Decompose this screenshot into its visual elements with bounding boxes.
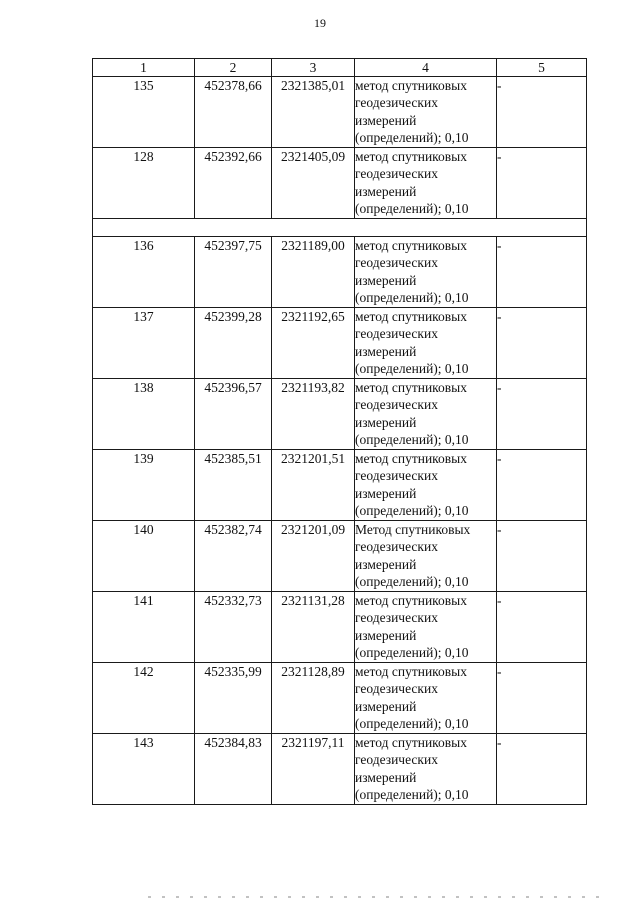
coordinate-y: 2321405,09 xyxy=(272,148,355,219)
note: - xyxy=(497,592,587,663)
note: - xyxy=(497,77,587,148)
coordinate-x: 452332,73 xyxy=(195,592,272,663)
point-number: 137 xyxy=(93,308,195,379)
header-col-2: 2 xyxy=(195,59,272,77)
coordinate-y: 2321385,01 xyxy=(272,77,355,148)
coordinate-x: 452378,66 xyxy=(195,77,272,148)
header-col-5: 5 xyxy=(497,59,587,77)
method-accuracy: метод спутниковых геодезических измерений (определений); 0,10 xyxy=(355,379,497,450)
table-row xyxy=(93,663,587,734)
method-accuracy: метод спутниковых геодезических измерений (определений); 0,10 xyxy=(355,663,497,734)
point-number: 141 xyxy=(93,592,195,663)
note: - xyxy=(497,663,587,734)
table-row xyxy=(93,308,587,379)
coordinate-y: 2321128,89 xyxy=(272,663,355,734)
coordinate-y: 2321201,51 xyxy=(272,450,355,521)
coordinate-x: 452399,28 xyxy=(195,308,272,379)
method-accuracy: метод спутниковых геодезических измерений (определений); 0,10 xyxy=(355,77,497,148)
point-number: 138 xyxy=(93,379,195,450)
method-accuracy: Метод спутниковых геодезических измерений (определений); 0,10 xyxy=(355,521,497,592)
header-row xyxy=(93,59,587,77)
note: - xyxy=(497,148,587,219)
separator-cell xyxy=(93,219,587,237)
coordinate-x: 452384,83 xyxy=(195,734,272,805)
table-row xyxy=(93,379,587,450)
point-number: 136 xyxy=(93,237,195,308)
coordinate-y: 2321197,11 xyxy=(272,734,355,805)
method-accuracy: метод спутниковых геодезических измерений (определений); 0,10 xyxy=(355,237,497,308)
note: - xyxy=(497,308,587,379)
scan-artifact xyxy=(148,896,608,898)
header-col-1: 1 xyxy=(93,59,195,77)
coordinate-x: 452397,75 xyxy=(195,237,272,308)
table-row xyxy=(93,592,587,663)
header-col-3: 3 xyxy=(272,59,355,77)
point-number: 143 xyxy=(93,734,195,805)
coordinates-table xyxy=(92,58,587,805)
note: - xyxy=(497,521,587,592)
header-col-4: 4 xyxy=(355,59,497,77)
separator-row xyxy=(93,219,587,237)
coordinate-y: 2321201,09 xyxy=(272,521,355,592)
point-number: 139 xyxy=(93,450,195,521)
coordinate-x: 452396,57 xyxy=(195,379,272,450)
note: - xyxy=(497,379,587,450)
coordinate-x: 452392,66 xyxy=(195,148,272,219)
coordinate-y: 2321189,00 xyxy=(272,237,355,308)
note: - xyxy=(497,450,587,521)
table-row xyxy=(93,237,587,308)
table-row xyxy=(93,450,587,521)
table-row xyxy=(93,734,587,805)
page-number: 19 xyxy=(314,16,326,30)
note: - xyxy=(497,734,587,805)
coordinate-x: 452385,51 xyxy=(195,450,272,521)
coordinate-y: 2321192,65 xyxy=(272,308,355,379)
note: - xyxy=(497,237,587,308)
point-number: 128 xyxy=(93,148,195,219)
table-row xyxy=(93,77,587,148)
coordinate-x: 452335,99 xyxy=(195,663,272,734)
method-accuracy: метод спутниковых геодезических измерений (определений); 0,10 xyxy=(355,734,497,805)
method-accuracy: метод спутниковых геодезических измерений (определений); 0,10 xyxy=(355,450,497,521)
method-accuracy: метод спутниковых геодезических измерений (определений); 0,10 xyxy=(355,148,497,219)
point-number: 135 xyxy=(93,77,195,148)
method-accuracy: метод спутниковых геодезических измерений (определений); 0,10 xyxy=(355,592,497,663)
coordinate-x: 452382,74 xyxy=(195,521,272,592)
coordinate-y: 2321193,82 xyxy=(272,379,355,450)
method-accuracy: метод спутниковых геодезических измерений (определений); 0,10 xyxy=(355,308,497,379)
point-number: 140 xyxy=(93,521,195,592)
point-number: 142 xyxy=(93,663,195,734)
coordinate-y: 2321131,28 xyxy=(272,592,355,663)
table-row xyxy=(93,148,587,219)
table-row xyxy=(93,521,587,592)
